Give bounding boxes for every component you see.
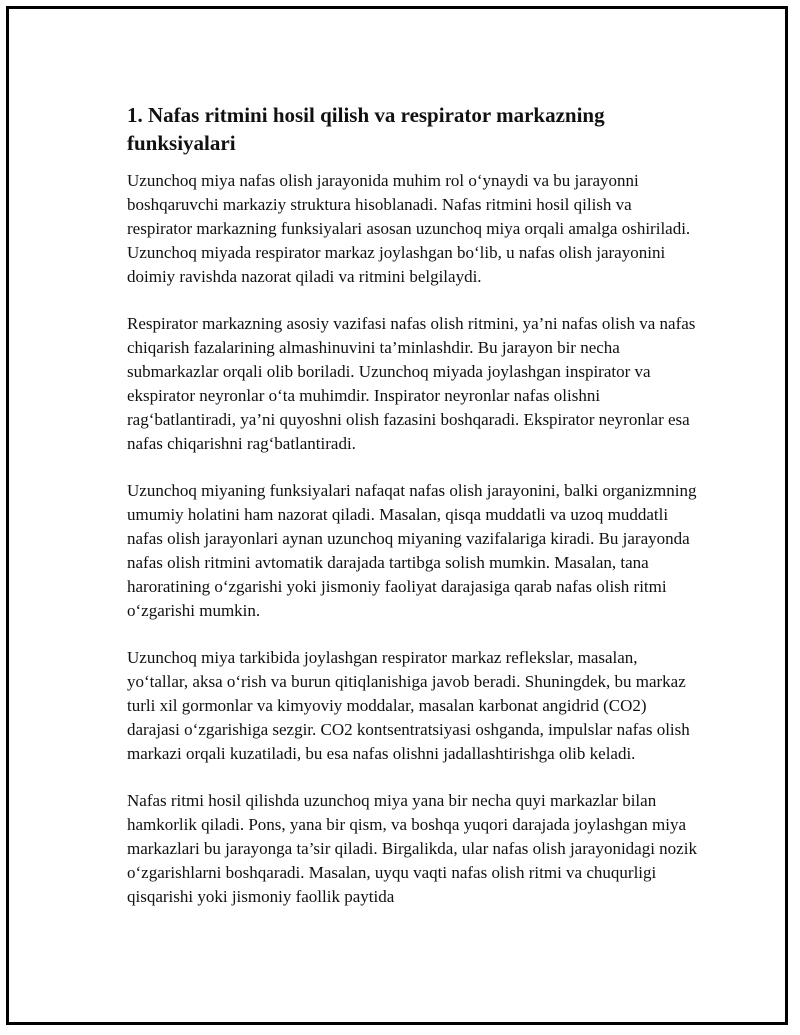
document-body [127, 101, 697, 932]
section-heading: 1. Nafas ritmini hosil qilish va respirator markazning funksiyalari [127, 103, 605, 155]
paragraph-1: Uzunchoq miya nafas olish jarayonida muhim rol o‘ynaydi va bu jarayonni boshqaruvchi markaziy struktura hisoblanadi. Nafas ritmini hosil qilish va respirator markazning funksiyalari asosan uzunchoq miya orqali amalga oshiriladi. Uzunchoq miyada respirator markaz joylashgan bo‘lib, u nafas olish jarayonini doimiy ravishda nazorat qiladi va ritmini belgilaydi. [127, 171, 691, 286]
paragraph-4: Uzunchoq miya tarkibida joylashgan respirator markaz reflekslar, masalan, yo‘tallar, aksa o‘rish va burun qitiqlanishiga javob beradi. Shuningdek, bu markaz turli xil gormonlar va kimyoviy moddalar, masalan karbonat angidrid (CO2) darajasi o‘zgarishiga sezgir. CO2 kontsentratsiyasi oshganda, impulslar nafas olish markazi orqali kuzatiladi, bu esa nafas olishni jadallashtirishga olib keladi. [127, 648, 690, 763]
page-frame [6, 6, 788, 1025]
paragraph-3: Uzunchoq miyaning funksiyalari nafaqat nafas olish jarayonini, balki organizmning umumiy holatini ham nazorat qiladi. Masalan, qisqa muddatli va uzoq muddatli nafas olish jarayonlari aynan uzunchoq miyaning vazifalariga kiradi. Bu jarayonda nafas olish ritmini avtomatik darajada tartibga solish mumkin. Masalan, tana haroratining o‘zgarishi yoki jismoniy faoliyat darajasiga qarab nafas olish ritmi o‘zgarishi mumkin. [127, 481, 697, 620]
paragraph-2: Respirator markazning asosiy vazifasi nafas olish ritmini, ya’ni nafas olish va nafas chiqarish fazalarining almashinuvini ta’minlashdir. Bu jarayon bir necha submarkazlar orqali olib boriladi. Uzunchoq miyada joylashgan inspirator va ekspirator neyronlar o‘ta muhimdir. Inspirator neyronlar nafas olishni rag‘batlantiradi, ya’ni quyoshni olish fazasini boshqaradi. Ekspirator neyronlar esa nafas chiqarishni rag‘batlantiradi. [127, 314, 696, 453]
paragraph-5: Nafas ritmi hosil qilishda uzunchoq miya yana bir necha quyi markazlar bilan hamkorlik qiladi. Pons, yana bir qism, va boshqa yuqori darajada joylashgan miya markazlari bu jarayonga ta’sir qiladi. Birgalikda, ular nafas olish jarayonidagi nozik o‘zgarishlarni boshqaradi. Masalan, uyqu vaqti nafas olish ritmi va chuqurligi qisqarishi yoki jismoniy faollik paytida [127, 791, 697, 906]
